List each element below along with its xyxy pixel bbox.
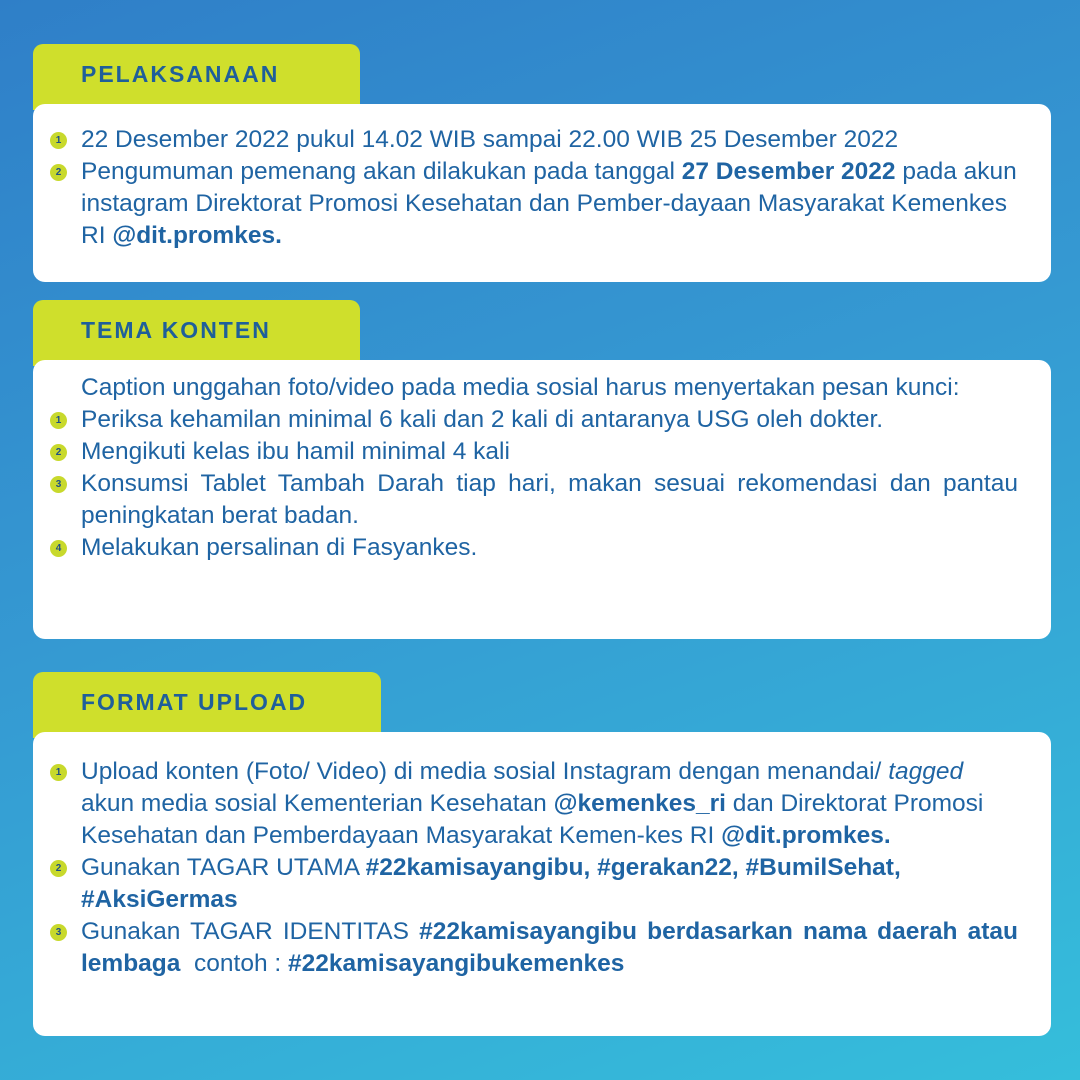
list-item-text: Mengikuti kelas ibu hamil minimal 4 kali — [81, 438, 510, 465]
list-item-text: Konsumsi Tablet Tambah Darah tiap hari, makan sesuai rekomendasi dan pantau peningkatan berat badan. — [81, 470, 1018, 529]
example-hashtag: #22kamisayangibukemenkes — [288, 950, 625, 977]
list-item-text: Gunakan TAGAR UTAMA — [81, 854, 366, 881]
format-upload-title: FORMAT UPLOAD — [81, 689, 308, 715]
tagged-word: tagged — [888, 758, 964, 785]
format-upload-tab — [33, 672, 381, 738]
list-item-text: Melakukan persalinan di Fasyankes. — [81, 534, 478, 561]
pelaksanaan-card — [33, 104, 1051, 282]
list-item-text: dan Direktorat Promosi Kesehatan dan Pemberdayaan Masyarakat Kemen-kes RI — [81, 790, 984, 849]
list-item-text: pada akun instagram Direktorat Promosi Kesehatan dan Pember-dayaan Masyarakat Kemenkes RI — [81, 158, 1017, 249]
list-item — [55, 156, 1018, 252]
identity-hashtag: #22kamisayangibu berdasarkan nama daerah atau lembaga — [81, 918, 1018, 977]
list-number-badge: 1 — [50, 764, 67, 781]
list-item-text: Pengumuman pemenang akan dilakukan pada tanggal — [81, 158, 682, 185]
list-number-badge: 3 — [50, 924, 67, 941]
pelaksanaan-title: PELAKSANAAN — [81, 61, 280, 87]
tema-konten-title: TEMA KONTEN — [81, 317, 271, 343]
list-item — [55, 756, 1018, 852]
list-item — [55, 468, 1018, 532]
list-item-text: akun media sosial Kementerian Kesehatan — [81, 790, 554, 817]
list-number-badge: 2 — [50, 164, 67, 181]
list-item-text: Gunakan TAGAR IDENTITAS — [81, 918, 420, 945]
list-number-badge: 2 — [50, 444, 67, 461]
list-item-text: Upload konten (Foto/ Video) di media sosial Instagram dengan menandai/ — [81, 758, 889, 785]
tema-konten-tab — [33, 300, 360, 366]
promkes-handle: @dit.promkes. — [721, 822, 891, 849]
tema-konten-card — [33, 360, 1051, 639]
list-item — [55, 532, 1018, 564]
announcement-date: 27 Desember 2022 — [681, 158, 896, 185]
pelaksanaan-tab — [33, 44, 360, 110]
list-item-text: Periksa kehamilan minimal 6 kali dan 2 kali di antaranya USG oleh dokter. — [81, 406, 884, 433]
list-item-text: 22 Desember 2022 pukul 14.02 WIB sampai 22.00 WIB 25 Desember 2022 — [81, 126, 899, 153]
list-item — [55, 124, 1018, 156]
list-item — [55, 404, 1018, 436]
list-number-badge: 2 — [50, 860, 67, 877]
format-upload-card — [33, 732, 1051, 1036]
list-item — [55, 852, 1018, 916]
list-item-text: contoh : — [180, 950, 289, 977]
main-hashtags: #22kamisayangibu, #gerakan22, #BumilSehat, #AksiGermas — [81, 854, 901, 913]
list-number-badge: 1 — [50, 132, 67, 149]
list-number-badge: 1 — [50, 412, 67, 429]
list-number-badge: 4 — [50, 540, 67, 557]
kemenkes-handle: @kemenkes_ri — [553, 790, 726, 817]
list-item — [55, 916, 1018, 980]
instagram-handle: @dit.promkes. — [112, 222, 282, 249]
list-item — [55, 436, 1018, 468]
list-number-badge: 3 — [50, 476, 67, 493]
intro-text: Caption unggahan foto/video pada media sosial harus menyertakan pesan kunci: — [81, 374, 960, 401]
